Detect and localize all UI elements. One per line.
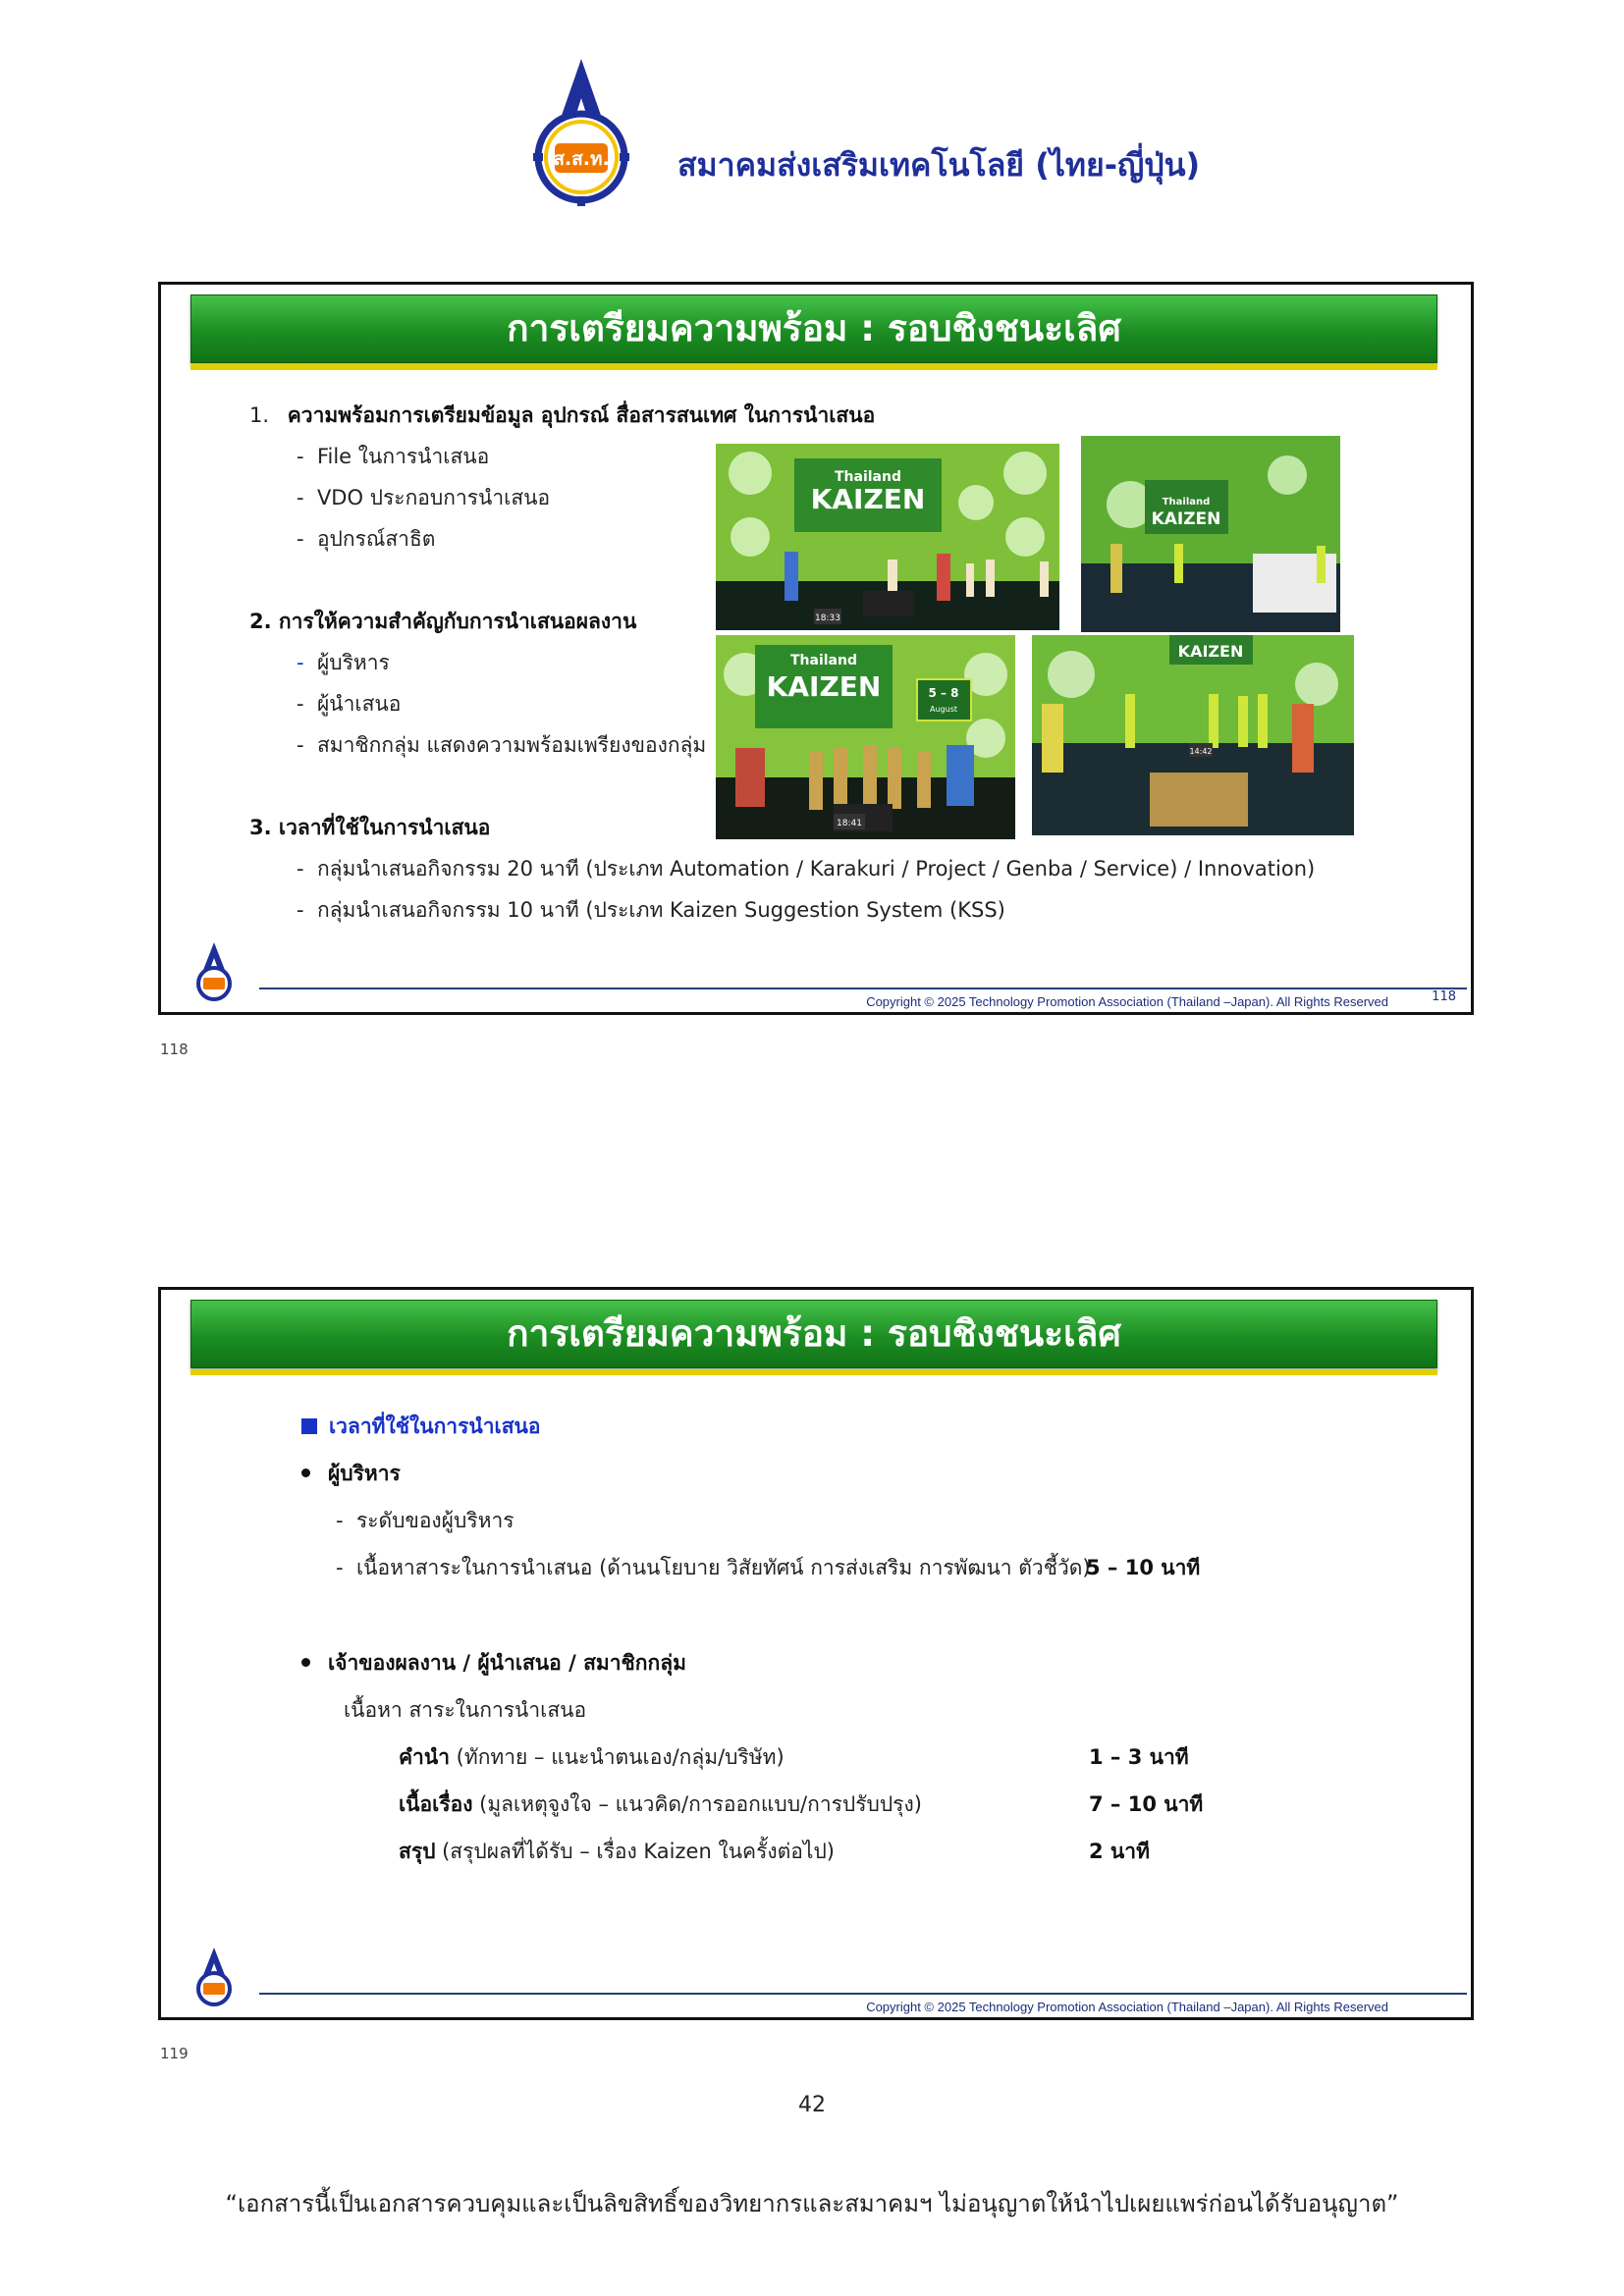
svg-text:August: August [930,705,957,714]
svg-text:Thailand: Thailand [790,653,857,668]
item1-sub: - อุปกรณ์สาธิต [297,527,436,551]
copyright-notice: Copyright © 2025 Technology Promotion Association (Thailand –Japan). All Rights Reserved [866,994,1388,1009]
item1-title: ความพร้อมการเตรียมข้อมูล อุปกรณ์ สื่อสารสนเทศ ในการนำเสนอ [287,403,876,427]
item2-sub: - ผู้นำเสนอ [297,692,402,716]
bullet-icon [301,1658,310,1667]
slide-title-banner [190,1300,1437,1368]
copyright-disclaimer: “เอกสารนี้เป็นเอกสารควบคุมและเป็นลิขสิทธิ์ของวิทยากรและสมาคมฯ ไม่อนุญาตให้นำไปเผยแพร่ก่อนได้รับอนุญาต” [225,2190,1399,2217]
slide-title-banner [190,294,1437,363]
owner-heading: เจ้าของผลงาน / ผู้นำเสนอ / สมาชิกกลุ่ม [301,1647,686,1680]
slide-118 [158,282,1474,1015]
event-photo-4 [1032,635,1354,835]
copyright-notice: Copyright © 2025 Technology Promotion Association (Thailand –Japan). All Rights Reserved [866,2000,1388,2014]
item2-title: 2. การให้ความสำคัญกับการนำเสนอผลงาน [249,610,637,633]
svg-text:Thailand: Thailand [835,469,901,485]
item1-sub: - VDO ประกอบการนำเสนอ [297,486,551,509]
content-row-time: 7 – 10 นาที [1089,1792,1204,1816]
svg-text:5 – 8: 5 – 8 [928,686,959,700]
svg-text:KAIZEN: KAIZEN [810,483,926,515]
page-number: 42 [798,2093,826,2117]
svg-text:18:33: 18:33 [815,614,840,623]
slide-number: 118 [1432,989,1456,1004]
event-photo-2 [1081,436,1340,632]
item1-sub: - File ในการนำเสนอ [297,445,490,468]
content-row-time: 1 – 3 นาที [1089,1745,1189,1769]
slide-side-number: 119 [160,2045,189,2062]
exec-heading: ผู้บริหาร [301,1458,401,1490]
slide-side-number: 118 [160,1041,189,1058]
content-row: คำนำ (ทักทาย – แนะนำตนเอง/กลุ่ม/บริษัท) [399,1745,785,1769]
exec-sub: - ระดับของผู้บริหาร [336,1509,514,1532]
svg-text:Thailand: Thailand [1162,497,1211,507]
time-heading: เวลาที่ใช้ในการนำเสนอ [301,1411,541,1443]
svg-text:18:41: 18:41 [837,819,862,828]
item2-sub: - สมาชิกกลุ่ม แสดงความพร้อมเพรียงของกลุ่ม [297,733,707,757]
svg-text:KAIZEN: KAIZEN [1151,509,1221,529]
organization-name: สมาคมส่งเสริมเทคโนโลยี (ไทย-ญี่ปุ่น) [677,146,1201,184]
exec-sub: - เนื้อหาสาระในการนำเสนอ (ด้านนโยบาย วิสัยทัศน์ การส่งเสริม การพัฒนา ตัวชี้วัด) [336,1556,1091,1579]
document-header [0,54,1624,211]
slide-title: การเตรียมความพร้อม : รอบชิงชนะเลิศ [507,307,1121,349]
logo-text: ส.ส.ท. [553,148,610,170]
item2-sub: - ผู้บริหาร [297,651,390,674]
exec-time: 5 – 10 นาที [1086,1556,1201,1579]
item3-title: 3. เวลาที่ใช้ในการนำเสนอ [249,816,491,839]
square-bullet-icon [301,1418,317,1434]
svg-text:KAIZEN: KAIZEN [766,670,882,703]
svg-text:KAIZEN: KAIZEN [1177,642,1244,661]
event-photo-1 [716,444,1059,630]
item1-heading [249,400,875,432]
content-row-time: 2 นาที [1089,1840,1150,1863]
slide-title: การเตรียมความพร้อม : รอบชิงชนะเลิศ [507,1312,1121,1355]
item3-sub: - กลุ่มนำเสนอกิจกรรม 10 นาที (ประเภท Kaizen Suggestion System (KSS) [297,898,1005,922]
svg-text:14:42: 14:42 [1189,747,1213,756]
item3-sub: - กลุ่มนำเสนอกิจกรรม 20 นาที (ประเภท Automation / Karakuri / Project / Genba / Service) / Innovation) [297,857,1316,881]
content-label: เนื้อหา สาระในการนำเสนอ [344,1698,587,1722]
footer-logo [190,942,238,1001]
banner-underline [190,1369,1437,1375]
item1-number: 1. [249,403,270,427]
content-row: สรุป (สรุปผลที่ได้รับ – เรื่อง Kaizen ในครั้งต่อไป) [399,1840,835,1863]
content-row: เนื้อเรื่อง (มูลเหตุจูงใจ – แนวคิด/การออกแบบ/การปรับปรุง) [399,1792,922,1816]
footer-rule [259,1993,1467,1995]
event-photo-3 [716,635,1015,839]
banner-underline [190,364,1437,370]
bullet-icon [301,1468,310,1477]
footer-logo [190,1948,238,2006]
footer-rule [259,988,1467,989]
association-logo [525,59,638,206]
slide-119 [158,1287,1474,2020]
